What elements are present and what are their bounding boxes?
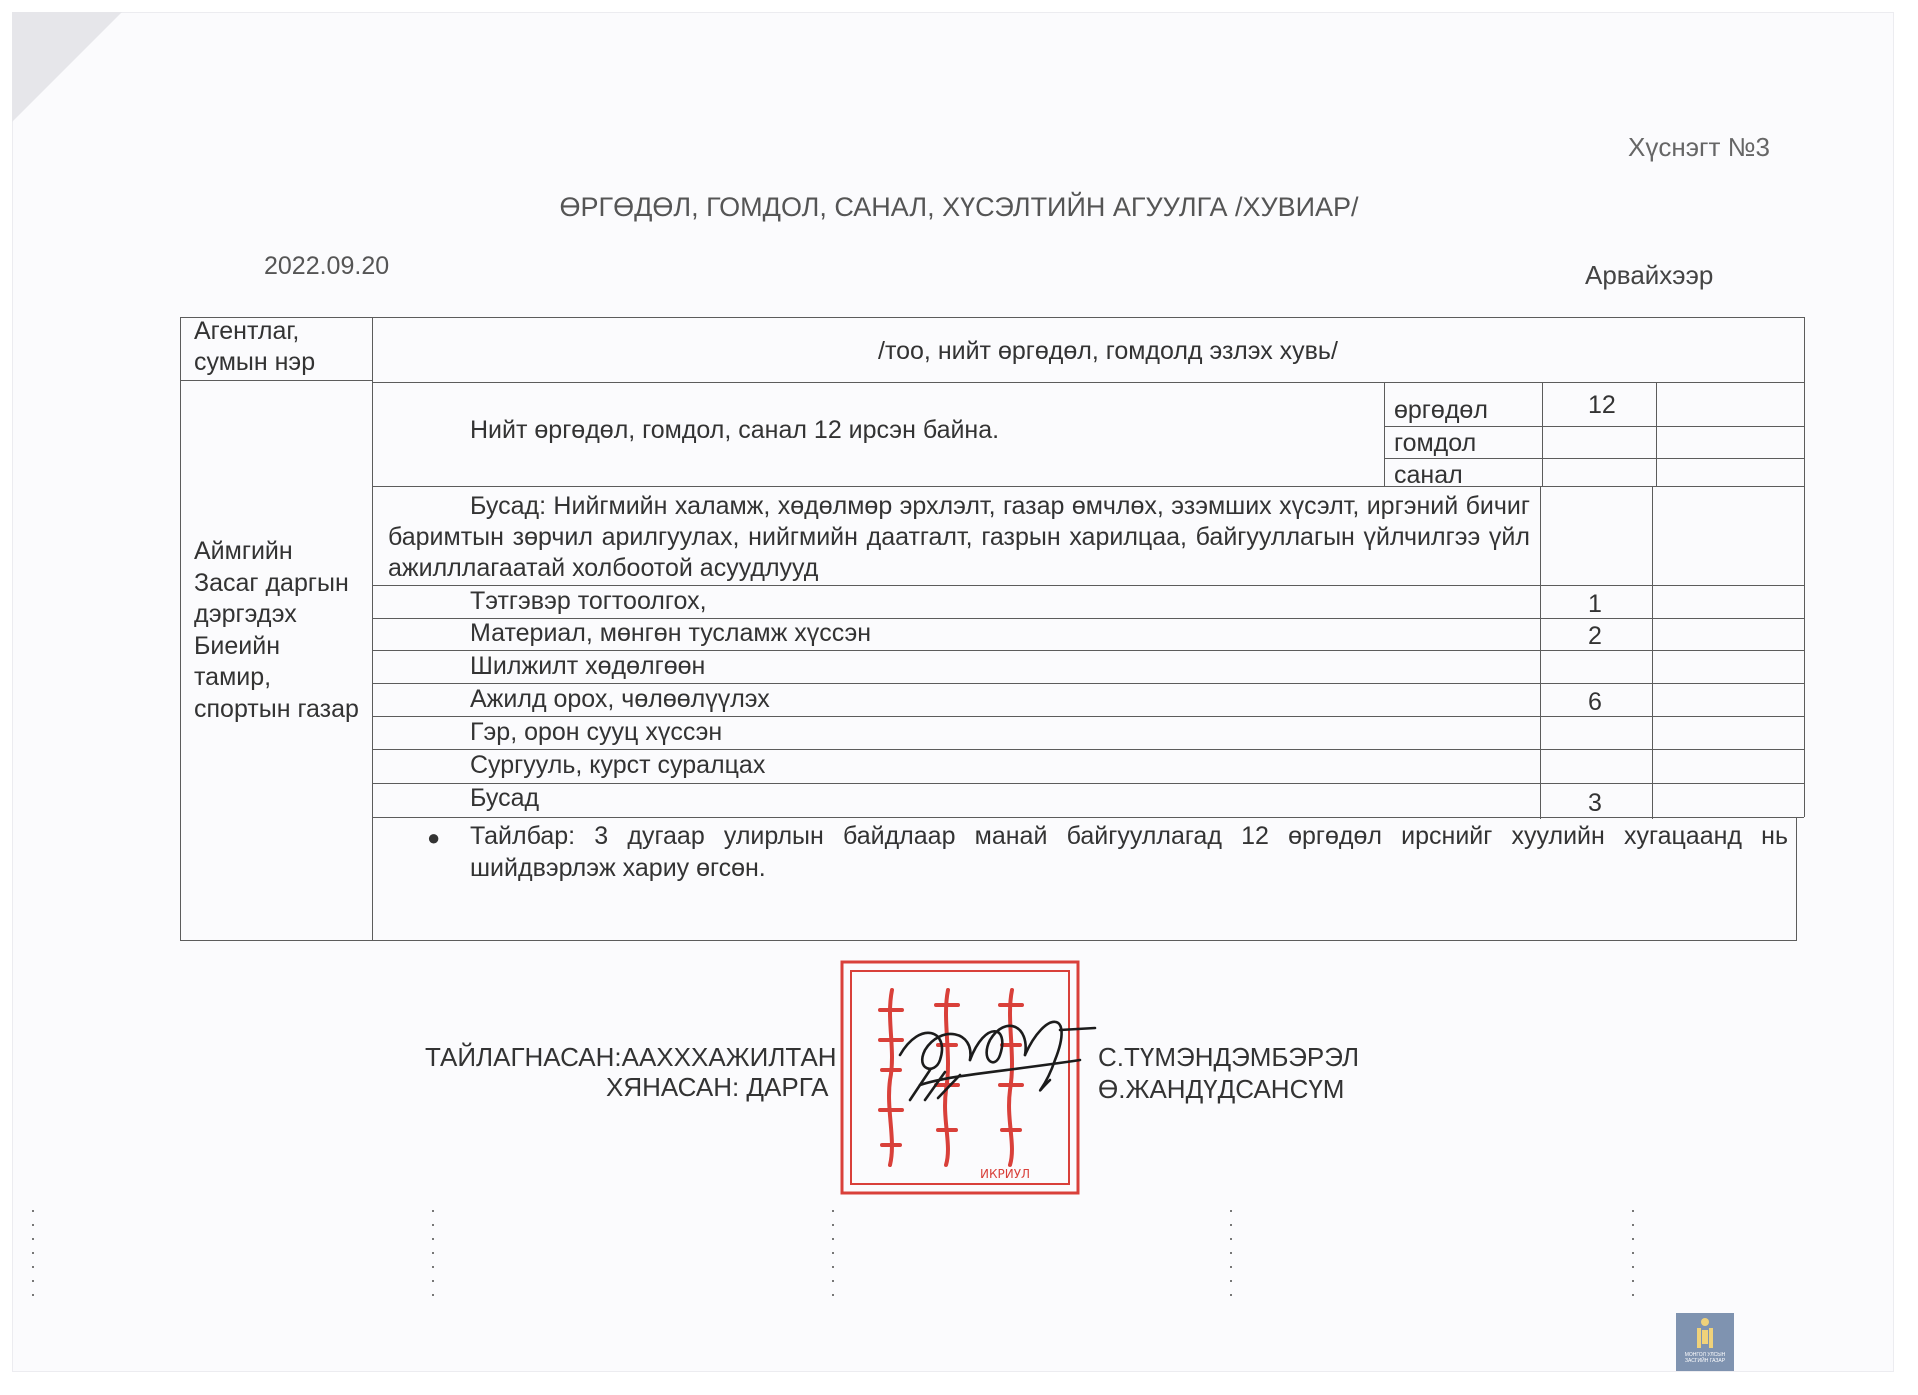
count-column-header: /тоо, нийт өргөдөл, гомдолд эзлэх хувь/: [878, 337, 1338, 365]
category-value: 1: [1588, 590, 1602, 618]
category-label: Шилжилт хөдөлгөөн: [470, 652, 706, 680]
punch-guide: [1230, 1210, 1232, 1300]
other-issues-text: Бусад: Нийгмийн халамж, хөдөлмөр эрхлэлт, газар өмчлөх, эзэмших хүсэлт, иргэний бичиг баримтын зөрчил арилгуулах, нийгмийн даатгалт, газрын харилцаа, байгууллагын үйлчилгээ үйл ажилллагаатай холбоотой асуудлууд: [388, 492, 1530, 582]
category-label: Бусад: [470, 784, 540, 812]
bullet-icon: ●: [427, 825, 441, 850]
punch-guide: [832, 1210, 834, 1300]
category-value: 6: [1588, 688, 1602, 716]
category-label: Сургууль, курст суралцах: [470, 751, 766, 779]
report-place: Арвайхээр: [1585, 260, 1714, 290]
document-title: ӨРГӨДӨЛ, ГОМДОЛ, САНАЛ, ХҮСЭЛТИЙН АГУУЛГА /ХУВИАР/: [559, 192, 1359, 222]
appendix-label: Хүснэгт №3: [1628, 132, 1770, 162]
category-label: Материал, мөнгөн тусламж хүссэн: [470, 619, 872, 647]
punch-guide: [432, 1210, 434, 1300]
type-value-petition: 12: [1588, 391, 1616, 419]
page-corner-fold: [12, 12, 122, 122]
category-label: Ажилд орох, чөлөөлүүлэх: [470, 685, 770, 713]
reported-by-name: С.ТҮМЭНДЭМБЭРЭЛ: [1098, 1042, 1360, 1072]
report-date: 2022.09.20: [264, 252, 390, 280]
total-summary: Нийт өргөдөл, гомдол, санал 12 ирсэн байна.: [470, 416, 1000, 444]
type-label-complaint: гомдол: [1394, 429, 1477, 457]
category-label: Гэр, орон сууц хүссэн: [470, 718, 723, 746]
type-label-suggestion: санал: [1394, 461, 1463, 489]
punch-guide: [32, 1210, 34, 1300]
punch-guide: [1632, 1210, 1634, 1300]
government-emblem: [1676, 1313, 1734, 1371]
agency-name: Аймгийн Засаг даргын дэргэдэх Биеийн тамир, спортын газар: [194, 537, 359, 723]
svg-text:ИКРИУЛ: ИКРИУЛ: [980, 1167, 1031, 1181]
reported-by-label: ТАЙЛАГНАСАН:АAXXXAЖИЛТАН: [425, 1042, 837, 1072]
note-text: Тайлбар: 3 дугаар улирлын байдлаар манай байгууллагад 12 өргөдөл ирснийг хуулийн хугацаанд нь шийдвэрлэж хариу өгсөн.: [470, 822, 1788, 882]
emblem-text: МОНГОЛ УЛСЫН ЗАСГИЙН ГАЗАР: [1684, 1352, 1726, 1364]
category-label: Тэтгэвэр тогтоолгох,: [470, 587, 707, 615]
type-label-petition: өргөдөл: [1394, 396, 1488, 424]
agency-column-header: Агентлаг, сумын нэр: [194, 317, 316, 376]
signature-scribble: [880, 1000, 1130, 1110]
reviewed-by-name: Ө.ЖАНДҮДСАНСҮМ: [1098, 1074, 1345, 1104]
reviewed-by-label: ХЯНАСАН: ДАРГА: [606, 1072, 829, 1102]
category-value: 3: [1588, 789, 1602, 817]
category-value: 2: [1588, 622, 1602, 650]
